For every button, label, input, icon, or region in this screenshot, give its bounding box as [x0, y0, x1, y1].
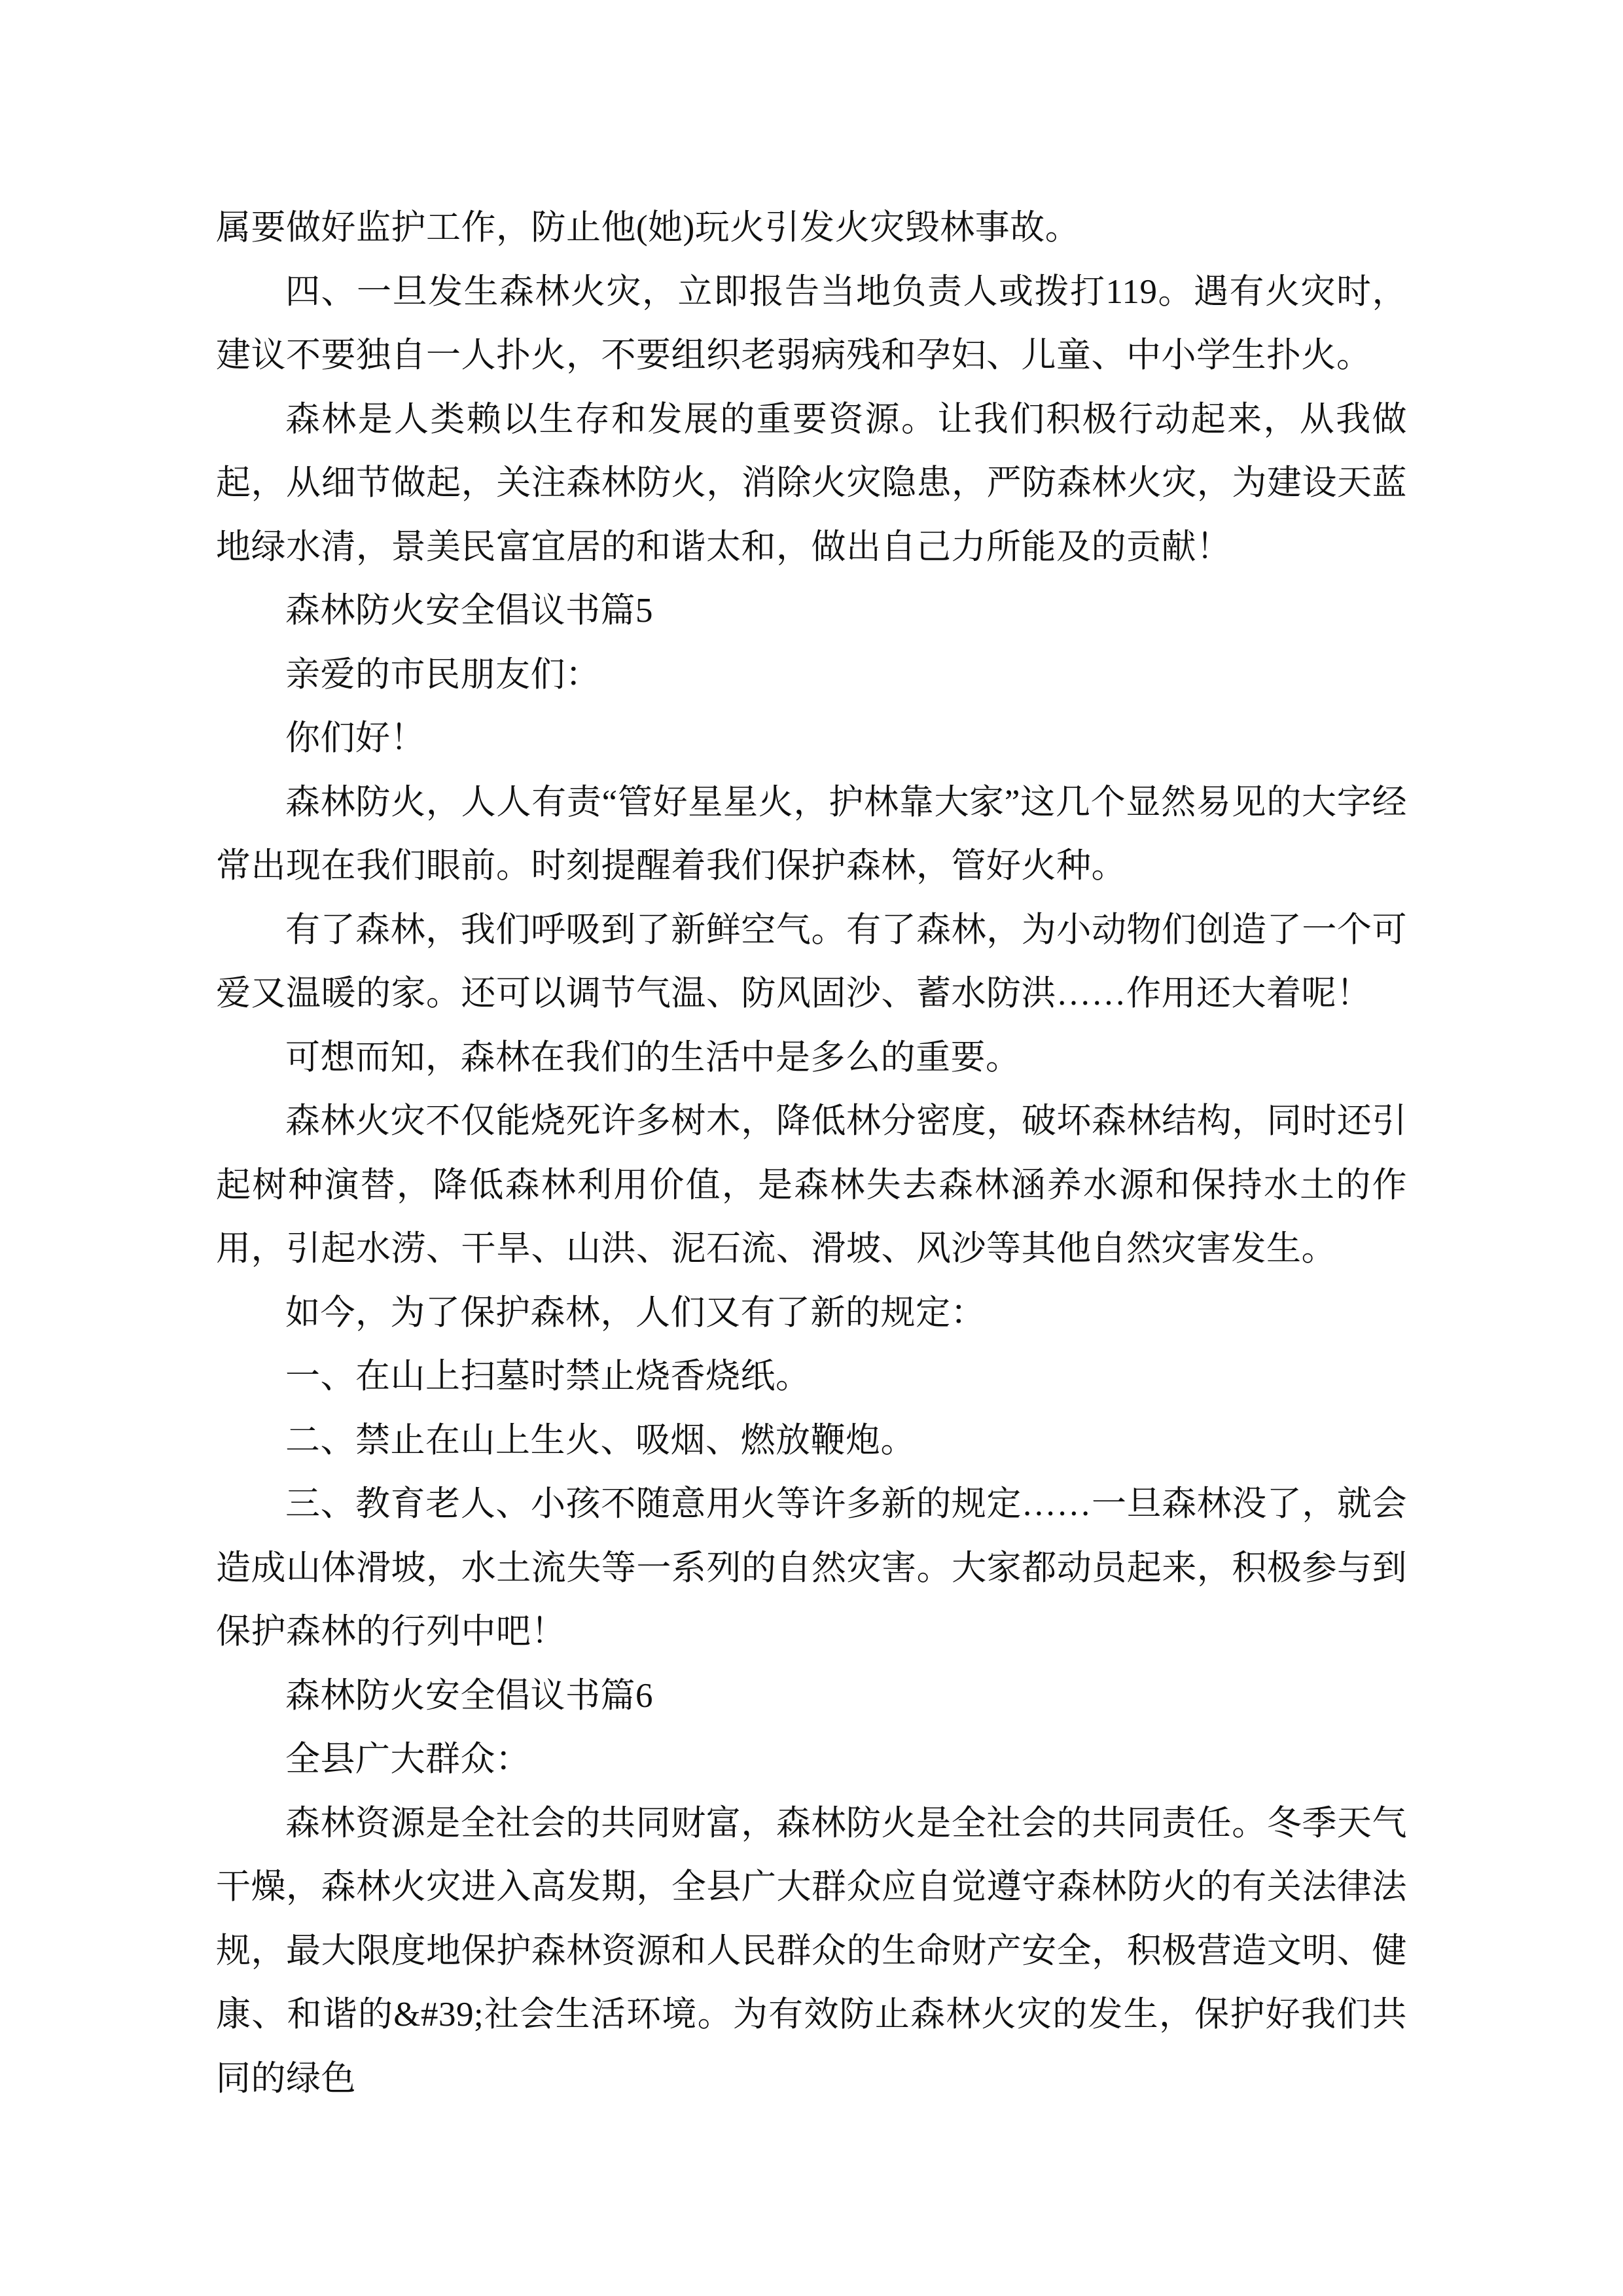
list-item: 二、禁止在山上生火、吸烟、燃放鞭炮。: [285, 1421, 916, 1460]
list-item: 一、在山上扫墓时禁止烧香烧纸。: [285, 1357, 811, 1395]
paragraph: 森林火灾不仅能烧死许多树木，降低林分密度，破坏森林结构，同时还引起树种演替，降低森林利用价值，是森林失去森林涵养水源和保持水土的作用，引起水涝、干旱、山洪、泥石流、滑坡、风沙等其他自然灾害发生。: [216, 1102, 1407, 1268]
list-item: 三、教育老人、小孩不随意用火等许多新的规定……一旦森林没了，就会造成山体滑坡，水土流失等一系列的自然灾害。大家都动员起来，积极参与到保护森林的行列中吧！: [216, 1485, 1407, 1651]
list-item: 四、一旦发生森林火灾，立即报告当地负责人或拨打119。遇有火灾时，建议不要独自一人扑火，不要组织老弱病残和孕妇、儿童、中小学生扑火。: [216, 272, 1407, 374]
paragraph: 森林是人类赖以生存和发展的重要资源。让我们积极行动起来，从我做起，从细节做起，关注森林防火，消除火灾隐患，严防森林火灾，为建设天蓝地绿水清，景美民富宜居的和谐太和，做出自己力所能及的贡献！: [216, 400, 1407, 566]
paragraph: 你们好！: [285, 719, 425, 757]
document-body: [216, 196, 1407, 2111]
paragraph: 有了森林，我们呼吸到了新鲜空气。有了森林，为小动物们创造了一个可爱又温暖的家。还可以调节气温、防风固沙、蓄水防洪……作用还大着呢！: [216, 910, 1407, 1013]
section-heading: 森林防火安全倡议书篇6: [285, 1676, 653, 1715]
salutation: 全县广大群众：: [285, 1740, 531, 1778]
section-heading: 森林防火安全倡议书篇5: [285, 592, 653, 630]
salutation: 亲爱的市民朋友们：: [285, 655, 601, 694]
paragraph: 如今，为了保护森林，人们又有了新的规定：: [285, 1293, 986, 1332]
paragraph: 可想而知，森林在我们的生活中是多么的重要。: [285, 1038, 1021, 1077]
paragraph-continuation: 属要做好监护工作，防止他(她)玩火引发火灾毁林事故。: [216, 209, 1080, 247]
paragraph: 森林防火，人人有责“管好星星火，护林靠大家”这几个显然易见的大字经常出现在我们眼前。时刻提醒着我们保护森林，管好火种。: [216, 783, 1407, 885]
paragraph-continues-next-page: 森林资源是全社会的共同财富，森林防火是全社会的共同责任。冬季天气干燥，森林火灾进入高发期，全县广大群众应自觉遵守森林防火的有关法律法规，最大限度地保护森林资源和人民群众的生命财产安全，积极营造文明、健康、和谐的&#39;社会生活环境。为有效防止森林火灾的发生，保护好我们共同的绿色: [216, 1804, 1407, 2098]
